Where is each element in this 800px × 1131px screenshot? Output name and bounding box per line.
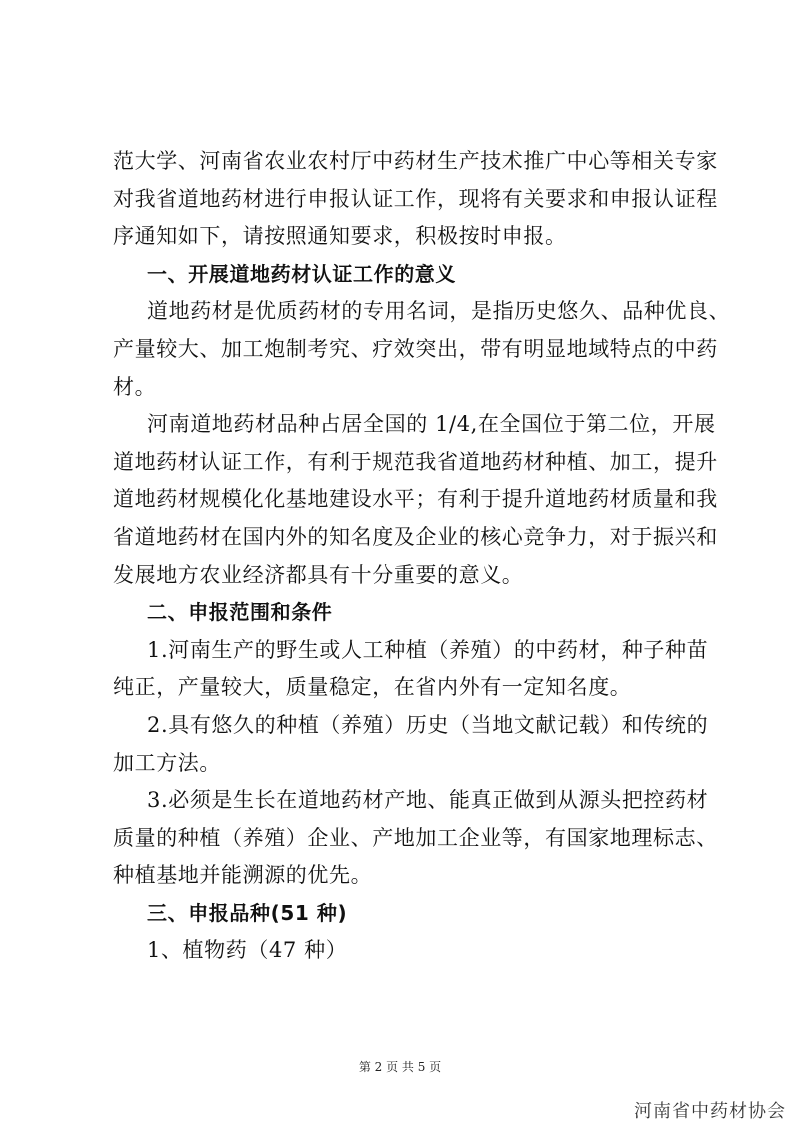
text-line: 3.必须是生长在道地药材产地、能真正做到从源头把控药材 — [147, 788, 709, 813]
text-line: 对我省道地药材进行申报认证工作，现将有关要求和申报认证程 — [113, 186, 718, 211]
text-line: 加工方法。 — [113, 750, 221, 775]
section-heading: 一、开展道地药材认证工作的意义 — [147, 261, 456, 286]
text-line: 产量较大、加工炮制考究、疗效突出，带有明显地域特点的中药 — [113, 336, 718, 361]
section-heading: 三、申报品种(51 种) — [147, 900, 348, 925]
text-line: 1、植物药（47 种） — [147, 938, 348, 963]
text-line: 道地药材认证工作，有利于规范我省道地药材种植、加工，提升 — [113, 449, 718, 474]
text-line: 省道地药材在国内外的知名度及企业的核心竞争力，对于振兴和 — [113, 524, 718, 549]
text-line: 材。 — [113, 374, 157, 399]
text-line: 序通知如下，请按照通知要求，积极按时申报。 — [113, 224, 567, 249]
watermark-text: 河南省中药材协会 — [634, 1101, 786, 1122]
text-line: 2.具有悠久的种植（养殖）历史（当地文献记载）和传统的 — [147, 712, 709, 737]
text-line: 河南道地药材品种占居全国的 1/4,在全国位于第二位，开展 — [147, 412, 716, 437]
text-line: 道地药材规模化化基地建设水平；有利于提升道地药材质量和我 — [113, 487, 718, 512]
section-heading: 二、申报范围和条件 — [147, 600, 333, 625]
text-line: 种植基地并能溯源的优先。 — [113, 863, 373, 888]
text-line: 发展地方农业经济都具有十分重要的意义。 — [113, 562, 524, 587]
text-line: 范大学、河南省农业农村厅中药材生产技术推广中心等相关专家 — [113, 149, 718, 173]
text-line: 质量的种植（养殖）企业、产地加工企业等，有国家地理标志、 — [113, 825, 718, 850]
page-number: 第 2 页 共 5 页 — [358, 1060, 442, 1074]
text-line: 道地药材是优质药材的专用名词，是指历史悠久、品种优良、 — [147, 299, 731, 324]
text-line: 纯正，产量较大，质量稳定，在省内外有一定知名度。 — [113, 675, 632, 700]
document-body — [113, 143, 731, 970]
text-line: 1.河南生产的野生或人工种植（养殖）的中药材，种子种苗 — [147, 637, 709, 662]
